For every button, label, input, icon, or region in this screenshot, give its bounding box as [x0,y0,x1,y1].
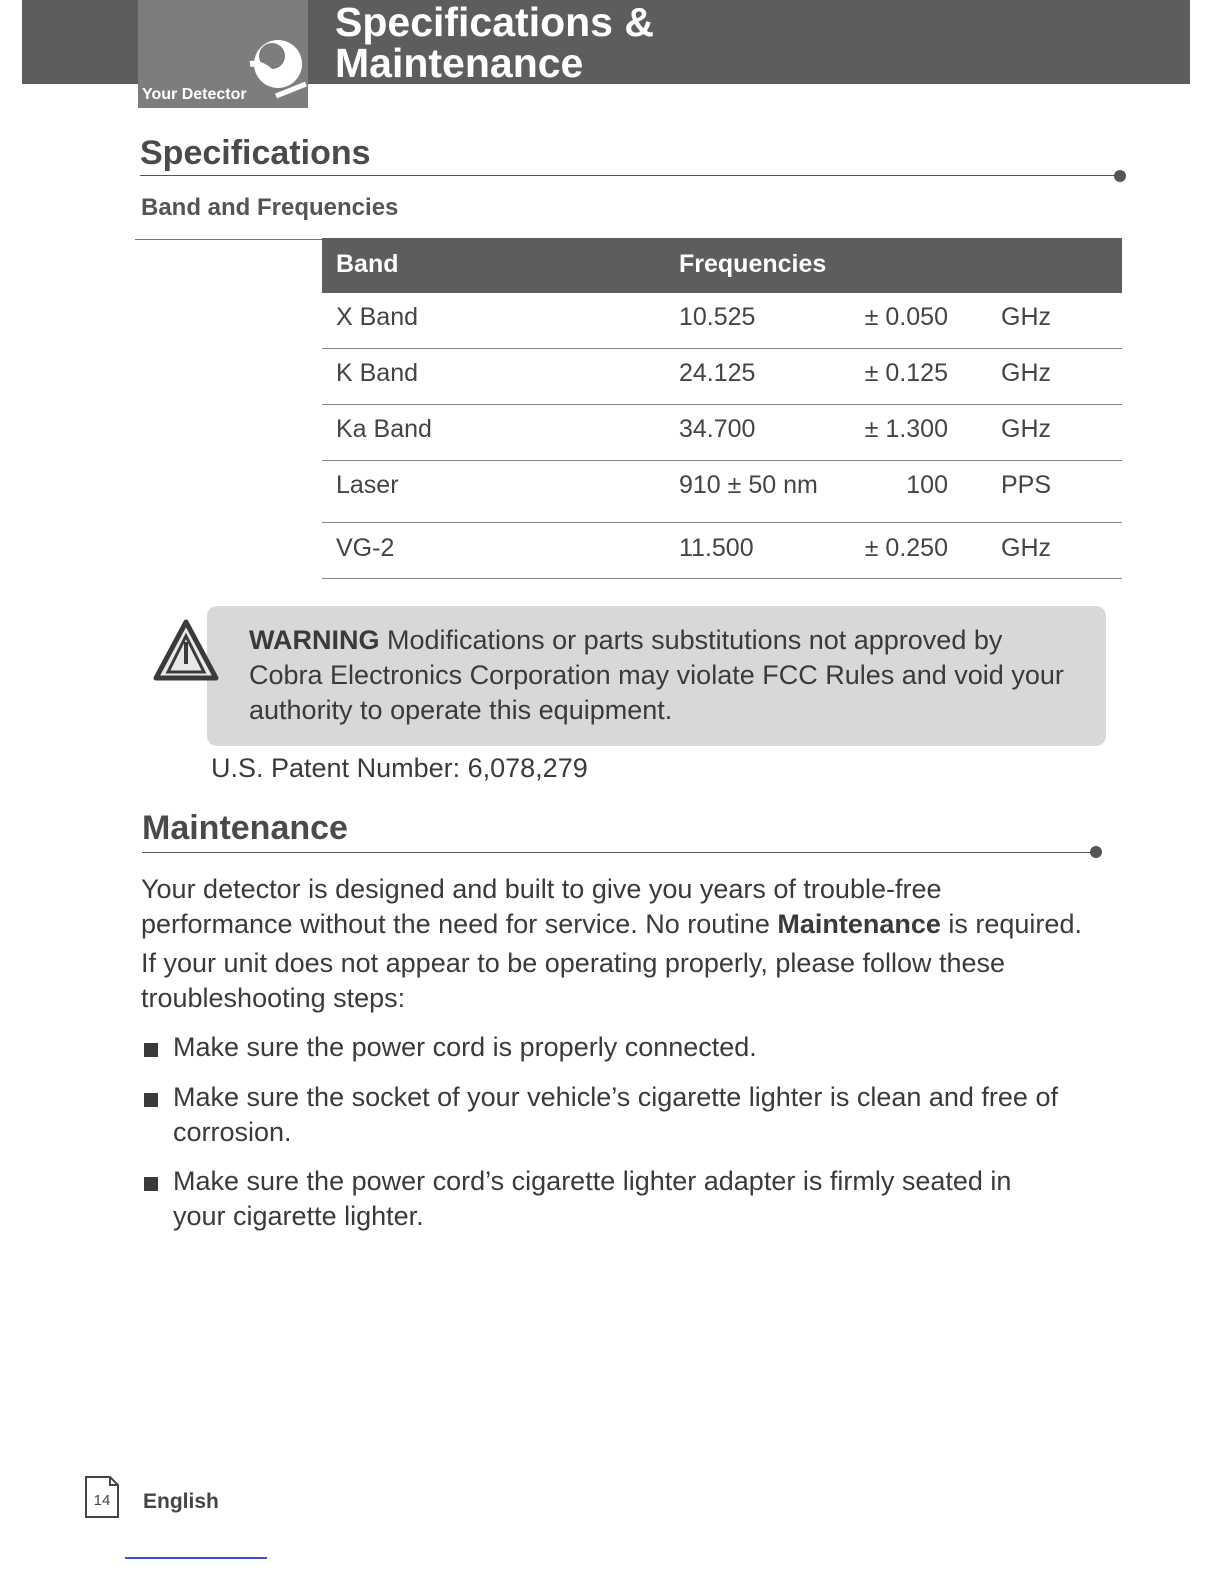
frequency-cell: 11.500 [679,534,754,562]
unit-cell: PPS [1001,471,1052,499]
subheading-rule [135,239,323,240]
tolerance-cell: ± 0.250 [864,534,948,562]
table-row [322,405,1122,461]
list-item [141,1080,1071,1154]
bullet-square [144,1093,158,1107]
frequency-cell: 24.125 [679,359,756,387]
para1-text: Your detector is designed and built to give you years of trouble-free performance without the need for service. No routine [141,874,942,939]
warning-message: Modifications or parts substitutions not approved by Cobra Electronics Corporation may violate FCC Rules and void your authority to operate this equipment. [249,625,1064,725]
header-band: Band [336,250,399,278]
maintenance-rule [142,852,1096,853]
para1-bold: Maintenance [777,909,941,939]
maintenance-paragraph-1 [141,872,1091,942]
list-item [141,1030,1071,1070]
specifications-rule [140,175,1120,176]
frequency-cell: 34.700 [679,415,756,443]
table-row [322,293,1122,349]
table-row [322,461,1122,523]
warning-triangle-icon [152,618,220,684]
para1-tail: is required. [940,909,1082,939]
table-header [322,238,1122,293]
band-frequencies-subheading: Band and Frequencies [141,194,399,221]
unit-cell: GHz [1001,415,1051,443]
footer-language: English [143,1490,219,1513]
unit-cell: GHz [1001,303,1051,331]
warning-text [249,623,1079,728]
header-tab-label: Your Detector [142,86,247,103]
maintenance-heading: Maintenance [142,809,348,847]
bullet-square [144,1177,158,1191]
band-cell: VG-2 [336,534,395,562]
page-title: Specifications & Maintenance [335,0,654,86]
header-frequencies: Frequencies [679,250,827,278]
band-cell: K Band [336,359,419,387]
maintenance-rule-dot [1090,846,1102,858]
frequency-cell: 10.525 [679,303,756,331]
table-row [322,349,1122,405]
band-cell: Laser [336,471,399,499]
tolerance-cell: ± 0.125 [864,359,948,387]
bullet-text: Make sure the power cord’s cigarette lighter adapter is firmly seated in your cigarette lighter. [173,1166,1012,1231]
unit-cell: GHz [1001,359,1051,387]
warning-label: WARNING [249,625,380,655]
table-row [322,523,1122,579]
tolerance-cell: 100 [906,471,948,499]
page-number: 14 [93,1492,111,1509]
bullet-text: Make sure the power cord is properly connected. [173,1032,757,1062]
band-frequency-table [322,238,1122,579]
tolerance-cell: ± 0.050 [864,303,948,331]
specifications-rule-dot [1114,170,1126,182]
patent-number: U.S. Patent Number: 6,078,279 [211,753,588,783]
specifications-heading: Specifications [140,134,371,172]
maintenance-paragraph-2: If your unit does not appear to be operating properly, please follow these troubleshooting steps: [141,948,1006,1013]
footer-line [125,1557,267,1559]
frequency-cell: 910 ± 50 nm [679,471,818,499]
tolerance-cell: ± 1.300 [864,415,948,443]
unit-cell: GHz [1001,534,1051,562]
radar-detector-icon [240,24,310,104]
band-cell: Ka Band [336,415,432,443]
bullet-square [144,1043,158,1057]
list-item [141,1164,1071,1238]
band-cell: X Band [336,303,419,331]
bullet-text: Make sure the socket of your vehicle’s cigarette lighter is clean and free of corrosion. [173,1082,1058,1147]
